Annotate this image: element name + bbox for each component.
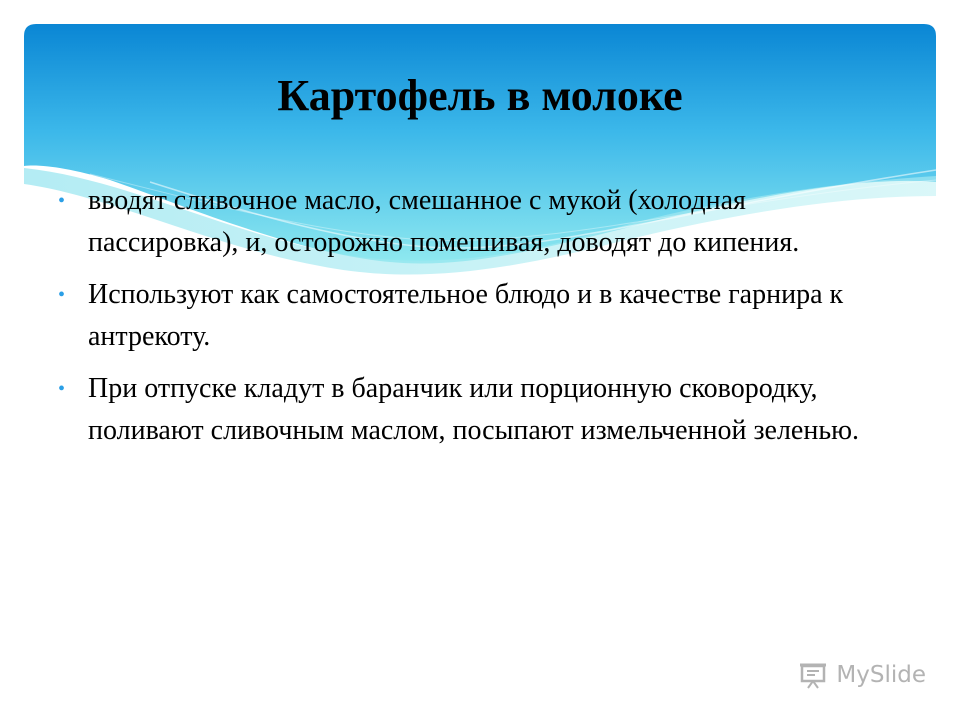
slide-title: Картофель в молоке [277,71,683,120]
bullet-text: Используют как самостоятельное блюдо и в качестве гарнира к антрекоту. [88,279,844,352]
bullet-item [58,368,888,452]
watermark [798,660,926,690]
bullet-text: При отпуске кладут в баранчик или порционную сковородку, поливают сливочным маслом, посыпают измельченной зеленью. [88,373,860,446]
presentation-board-icon [798,660,832,690]
watermark-text: MySlide [836,662,926,688]
bullet-icon: • [58,284,66,306]
bullet-icon: • [58,378,66,400]
bullet-icon: • [58,190,66,212]
bullet-item [58,274,888,358]
bullet-text: вводят сливочное масло, смешанное с мукой (холодная пассировка), и, осторожно помешивая, доводят до кипения. [88,185,800,258]
bullet-item [58,180,888,264]
bullet-list [58,180,888,462]
